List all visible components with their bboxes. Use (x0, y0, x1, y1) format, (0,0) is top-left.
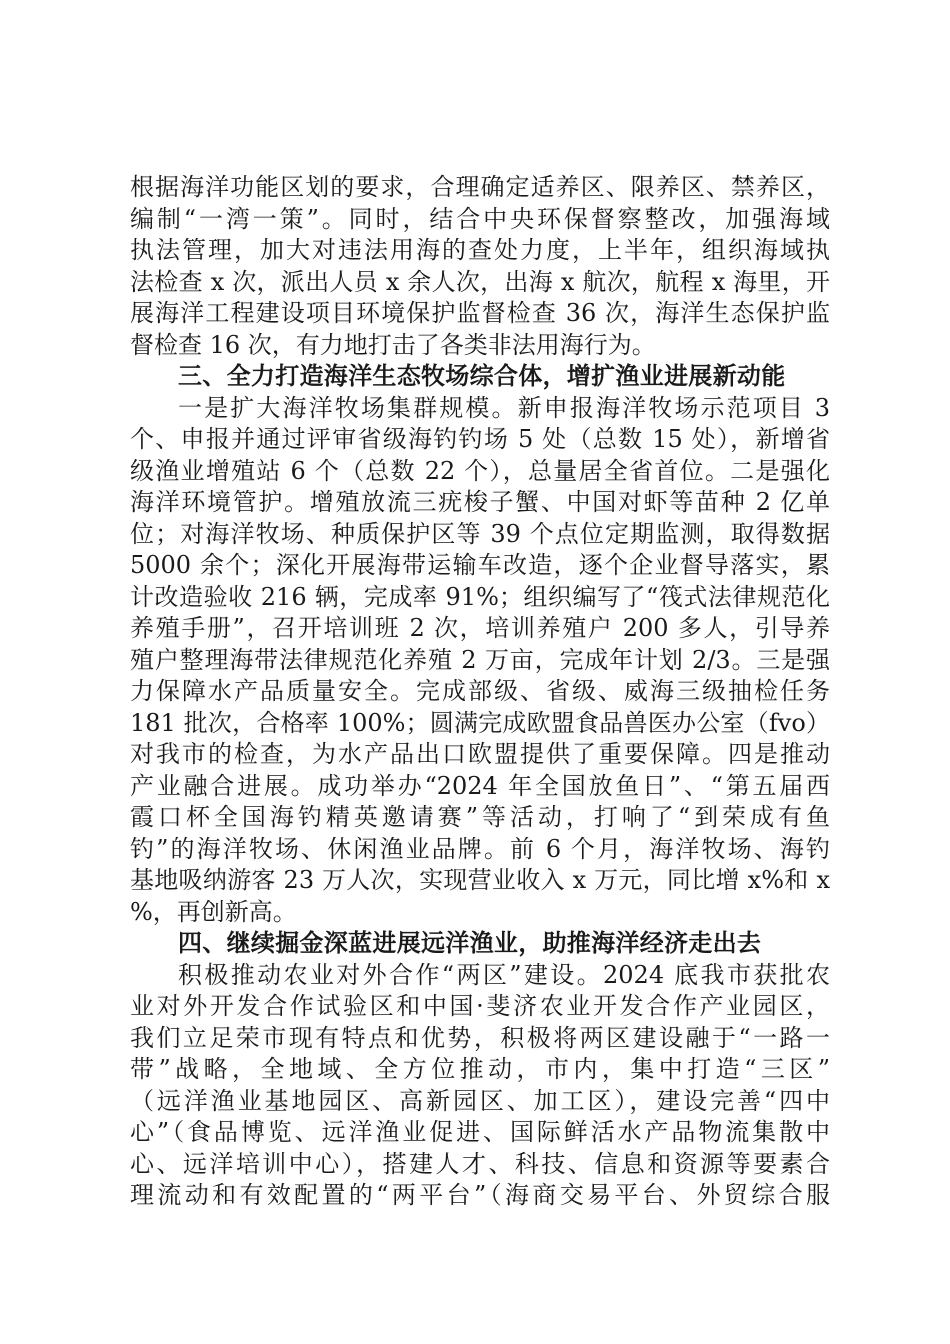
text-line: 霞口杯全国海钓精英邀请赛”等活动，打响了“到荣成有鱼 (130, 803, 830, 831)
text-line: 展海洋工程建设项目环境保护监督检查 36 次，海洋生态保护监 (130, 299, 830, 327)
text-line: 心”（食品博览、远洋渔业促进、国际鲜活水产品物流集散中 (130, 1118, 830, 1146)
text-line: %，再创新高。 (130, 897, 297, 926)
section-heading-3: 三、全力打造海洋生态牧场综合体，增扩渔业进展新动能 (178, 362, 786, 390)
text-line: 海洋环境管护。增殖放流三疣梭子蟹、中国对虾等苗种 2 亿单 (130, 488, 830, 516)
text-line: 业对外开发合作试验区和中国·斐济农业开发合作产业园区， (130, 992, 830, 1020)
text-line: （远洋渔业基地园区、高新园区、加工区），建设完善“四中 (130, 1086, 830, 1115)
section-heading-4: 四、继续掘金深蓝进展远洋渔业，助推海洋经济走出去 (178, 929, 762, 957)
text-line: 理流动和有效配置的“两平台”（海商交易平台、外贸综合服 (130, 1181, 830, 1209)
text-line: 我们立足荣市现有特点和优势，积极将两区建设融于“一路一 (130, 1023, 830, 1052)
text-line: 级渔业增殖站 6 个（总数 22 个），总量居全省首位。二是强化 (130, 456, 830, 485)
text-line: 力保障水产品质量安全。完成部级、省级、威海三级抽检任务 (130, 677, 830, 705)
text-line: 带”战略，全地域、全方位推动，市内，集中打造“三区” (130, 1055, 830, 1083)
text-line: 积极推动农业对外合作“两区”建设。2024 底我市获批农 (178, 960, 830, 989)
text-line: 位；对海洋牧场、种质保护区等 39 个点位定期监测，取得数据 (130, 519, 830, 548)
text-line: 一是扩大海洋牧场集群规模。新申报海洋牧场示范项目 3 (178, 393, 830, 422)
text-line: 督检查 16 次，有力地打击了各类非法用海行为。 (130, 330, 656, 359)
text-line: 个、申报并通过评审省级海钓钓场 5 处（总数 15 处），新增省 (130, 425, 830, 453)
text-line: 养殖手册”，召开培训班 2 次，培训养殖户 200 多人，引导养 (130, 614, 830, 642)
text-line: 法检查 x 次，派出人员 x 余人次，出海 x 航次，航程 x 海里，开 (130, 267, 830, 296)
text-line: 181 批次，合格率 100%；圆满完成欧盟食品兽医办公室（fvo） (130, 708, 830, 737)
document-body (130, 172, 830, 1212)
text-line: 基地吸纳游客 23 万人次，实现营业收入 x 万元，同比增 x%和 x (130, 866, 830, 894)
text-line: 产业融合进展。成功举办“2024 年全国放鱼日”、“第五届西 (130, 771, 830, 800)
text-line: 根据海洋功能区划的要求，合理确定适养区、限养区、禁养区， (130, 173, 830, 201)
text-line: 执法管理，加大对违法用海的查处力度，上半年，组织海域执 (130, 236, 830, 264)
text-line: 殖户整理海带法律规范化养殖 2 万亩，完成年计划 2/3。三是强 (130, 645, 830, 674)
text-line: 计改造验收 216 辆，完成率 91%；组织编写了“筏式法律规范化 (130, 582, 830, 611)
text-line: 5000 余个；深化开展海带运输车改造，逐个企业督导落实，累 (130, 551, 830, 579)
text-line: 钓”的海洋牧场、休闲渔业品牌。前 6 个月，海洋牧场、海钓 (130, 834, 830, 863)
text-line: 编制“一湾一策”。同时，结合中央环保督察整改，加强海域 (130, 204, 830, 233)
text-line: 对我市的检查，为水产品出口欧盟提供了重要保障。四是推动 (130, 740, 830, 768)
text-line: 心、远洋培训中心），搭建人才、科技、信息和资源等要素合 (130, 1149, 830, 1178)
